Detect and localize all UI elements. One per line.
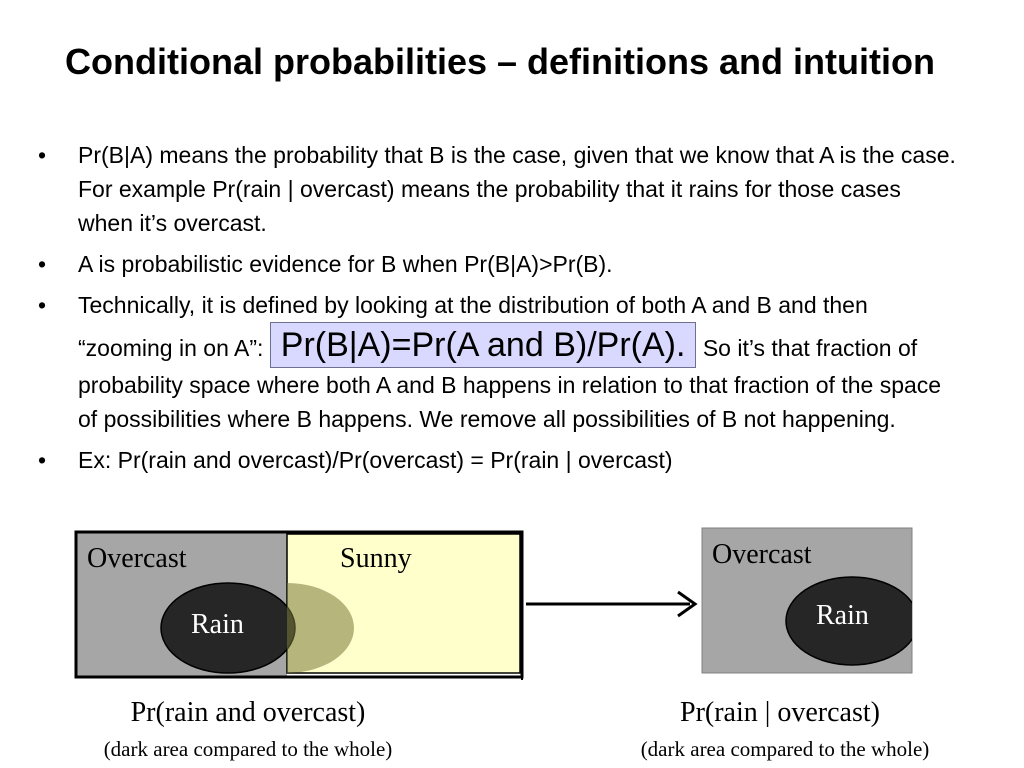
- sunny-label: Sunny: [340, 543, 412, 574]
- right-caption: Pr(rain | overcast): [680, 697, 880, 728]
- slide-title: Conditional probabilities – definitions and intuition: [65, 41, 935, 82]
- bullet-marker: •: [38, 292, 47, 318]
- overcast-label: Overcast: [87, 543, 187, 574]
- left-subcaption: (dark area compared to the whole): [103, 737, 393, 761]
- bullet-text: A is probabilistic evidence for B when Pr(B|A)>Pr(B).: [78, 251, 613, 277]
- bullet-marker: •: [38, 142, 47, 168]
- rain-label: Rain: [191, 609, 244, 640]
- left-caption: Pr(rain and overcast): [130, 697, 366, 728]
- bullet-text: Pr(B|A) means the probability that B is the case, given that we know that A is the case. For example Pr(rain | overcast) means the probability that it rains for those cases when it’s overcast.: [78, 142, 956, 236]
- right-subcaption: (dark area compared to the whole): [640, 737, 930, 761]
- conditional-probability-formula: Pr(B|A)=Pr(A and B)/Pr(A).: [270, 322, 697, 368]
- bullet-text: Ex: Pr(rain and overcast)/Pr(overcast) = Pr(rain | overcast): [78, 447, 673, 473]
- overcast-zoomed-label: Overcast: [712, 539, 812, 570]
- bullet-text-continued: So it’s that fraction of probability space where both A and B happens in relation to that fraction of the space of possibilities where B happens. We remove all possibilities of B not happening.: [78, 335, 942, 432]
- bullet-marker: •: [38, 447, 47, 473]
- rain-zoomed-label: Rain: [816, 600, 869, 631]
- bullet-marker: •: [38, 251, 47, 277]
- bullet-text: Technically, it is defined by looking at the distribution of both A and B and then “zooming in on A”:: [78, 292, 868, 361]
